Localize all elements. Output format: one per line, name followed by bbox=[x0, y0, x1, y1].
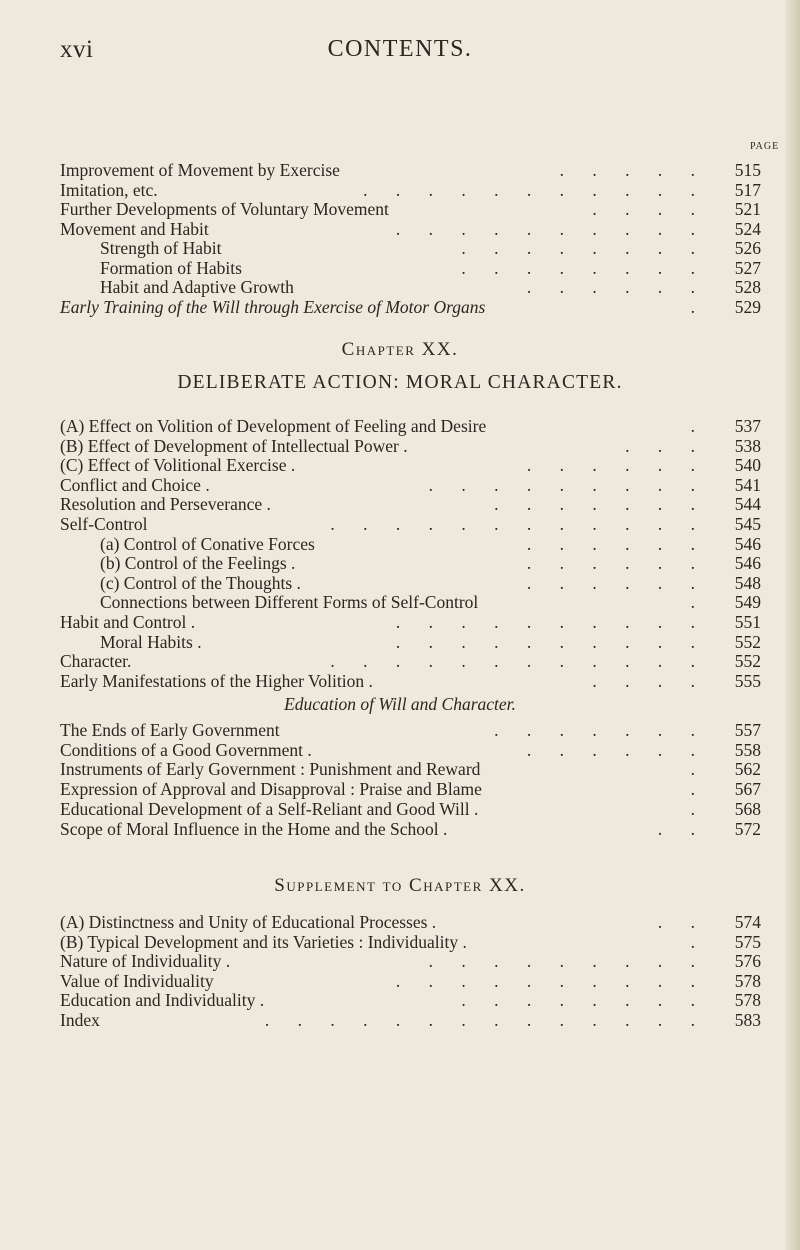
toc-entry-title: (a) Control of Conative Forces bbox=[100, 533, 315, 554]
toc-leader-dots: . bbox=[690, 592, 707, 613]
toc-entry-title: Early Training of the Will through Exercise of Motor Organs bbox=[60, 296, 486, 317]
toc-entry-page: 568 bbox=[734, 798, 761, 819]
toc-entry-title: (C) Effect of Volitional Exercise . bbox=[60, 455, 296, 476]
toc-entry-page: 548 bbox=[734, 572, 761, 593]
toc-entry-title: Resolution and Perseverance . bbox=[60, 494, 271, 515]
toc-entry-page: 546 bbox=[734, 533, 761, 554]
toc-entry-title: Educational Development of a Self-Reliant and Good Will . bbox=[60, 798, 479, 819]
toc-leader-dots: . bbox=[690, 296, 707, 317]
toc-leader-dots: . bbox=[690, 798, 707, 819]
toc-leader-dots: . . bbox=[657, 818, 707, 839]
toc-entry-page: 515 bbox=[734, 160, 761, 180]
toc-entry-title: Index bbox=[60, 1010, 100, 1030]
toc-entry bbox=[60, 670, 761, 692]
toc-leader-dots: . . . . bbox=[592, 670, 707, 691]
toc-leader-dots: . bbox=[690, 759, 707, 780]
toc-entry-page: 538 bbox=[734, 435, 761, 456]
chapter-heading: Chapter XX. bbox=[341, 339, 459, 360]
toc-entry-page: 551 bbox=[734, 612, 761, 632]
toc-entry-page: 552 bbox=[734, 631, 761, 652]
toc-leader-dots: . . . . . . . . . . bbox=[395, 631, 707, 652]
page-edge bbox=[786, 0, 800, 1250]
running-title: CONTENTS. bbox=[327, 36, 473, 62]
toc-entry-page: 578 bbox=[734, 970, 761, 991]
toc-entry-page: 517 bbox=[734, 179, 761, 200]
section-subheading: Education of Will and Character. bbox=[284, 694, 516, 714]
toc-leader-dots: . . bbox=[657, 912, 707, 932]
toc-entry-page: 529 bbox=[734, 296, 761, 317]
toc-entry-page: 552 bbox=[734, 651, 761, 672]
toc-entry-title: Education and Individuality . bbox=[60, 990, 265, 1011]
toc-entry-title: Improvement of Movement by Exercise bbox=[60, 160, 340, 180]
toc-leader-dots: . . . . . bbox=[559, 160, 707, 180]
toc-leader-dots: . . . . . . . . . . . . . . bbox=[264, 1010, 707, 1030]
toc-entry bbox=[60, 818, 761, 840]
toc-entry-title: Self-Control bbox=[60, 514, 148, 534]
toc-entry-title: (B) Typical Development and its Varieties : Individuality . bbox=[60, 931, 467, 952]
toc-entry-title: Habit and Adaptive Growth bbox=[100, 277, 294, 297]
toc-leader-dots: . . . . . . bbox=[526, 572, 707, 593]
toc-entry-title: Early Manifestations of the Higher Volition . bbox=[60, 670, 373, 691]
toc-leader-dots: . . . . . . . . . . bbox=[395, 970, 707, 991]
toc-entry-title: Connections between Different Forms of Self-Control bbox=[100, 592, 479, 613]
toc-entry-title: (A) Effect on Volition of Development of Feeling and Desire bbox=[60, 416, 487, 436]
toc-leader-dots: . . . . . . . . . . bbox=[395, 218, 707, 239]
toc-leader-dots: . . . . . . . . . . . bbox=[363, 179, 707, 200]
page-number: xvi bbox=[60, 36, 94, 63]
toc-leader-dots: . . . . . . . . bbox=[461, 257, 707, 278]
toc-entry-page: 572 bbox=[734, 818, 761, 839]
toc-entry-page: 527 bbox=[734, 257, 761, 278]
toc-entry bbox=[60, 798, 761, 820]
toc-entry-page: 528 bbox=[734, 277, 761, 297]
toc-entry bbox=[60, 1009, 761, 1031]
toc-entry-title: Conflict and Choice . bbox=[60, 474, 210, 495]
toc-entry-page: 562 bbox=[734, 759, 761, 780]
toc-entry bbox=[60, 296, 761, 318]
toc-entry-page: 546 bbox=[734, 553, 761, 574]
toc-leader-dots: . . . . . . . . . . bbox=[395, 612, 707, 632]
toc-leader-dots: . . . . . . . . . bbox=[428, 474, 707, 495]
toc-entry bbox=[60, 778, 761, 800]
toc-entry-title: Value of Individuality bbox=[60, 970, 214, 991]
toc-entry-page: 524 bbox=[734, 218, 761, 239]
toc-entry bbox=[60, 719, 761, 741]
chapter-title: DELIBERATE ACTION: MORAL CHARACTER. bbox=[177, 372, 623, 393]
toc-leader-dots: . bbox=[690, 931, 707, 952]
toc-leader-dots: . . . . bbox=[592, 199, 707, 219]
toc-entry-title: (B) Effect of Development of Intellectual Power . bbox=[60, 435, 408, 456]
toc-entry bbox=[60, 758, 761, 780]
toc-entry-page: 521 bbox=[734, 199, 761, 219]
toc-leader-dots: . . . . . . . bbox=[494, 494, 707, 515]
toc-entry-page: 558 bbox=[734, 739, 761, 760]
toc-leader-dots: . . . . . . bbox=[526, 553, 707, 574]
toc-entry-title: (c) Control of the Thoughts . bbox=[100, 572, 301, 593]
page-column-label: PAGE bbox=[750, 141, 780, 152]
toc-leader-dots: . . . . . . . . . . . . bbox=[330, 651, 707, 672]
toc-entry-title: Instruments of Early Government : Punishment and Reward bbox=[60, 759, 481, 780]
toc-entry-page: 544 bbox=[734, 494, 761, 515]
toc-entry-page: 526 bbox=[734, 238, 761, 258]
toc-leader-dots: . . . . . . . bbox=[494, 720, 707, 740]
toc-leader-dots: . bbox=[690, 416, 707, 436]
toc-leader-dots: . . . bbox=[625, 435, 707, 456]
toc-entry-title: Habit and Control . bbox=[60, 612, 196, 632]
toc-entry-title: (b) Control of the Feelings . bbox=[100, 553, 296, 574]
supplement-heading: Supplement to Chapter XX. bbox=[274, 875, 526, 896]
toc-entry-title: Imitation, etc. bbox=[60, 179, 158, 200]
toc-entry-page: 545 bbox=[734, 514, 761, 534]
toc-entry-title: Conditions of a Good Government . bbox=[60, 739, 312, 760]
toc-entry bbox=[60, 739, 761, 761]
toc-leader-dots: . . . . . . . . . bbox=[428, 951, 707, 972]
toc-entry-title: Further Developments of Voluntary Movement bbox=[60, 199, 389, 219]
toc-entry-page: 541 bbox=[734, 474, 761, 495]
toc-entry-title: Formation of Habits bbox=[100, 257, 242, 278]
toc-entry-page: 555 bbox=[734, 670, 761, 691]
toc-entry-page: 575 bbox=[734, 931, 761, 952]
toc-entry-title: Character. bbox=[60, 651, 132, 672]
toc-entry-title: (A) Distinctness and Unity of Educational Processes . bbox=[60, 912, 437, 932]
toc-entry-page: 583 bbox=[734, 1010, 761, 1030]
toc-entry-title: The Ends of Early Government bbox=[60, 720, 280, 740]
toc-leader-dots: . . . . . . . . bbox=[461, 238, 707, 258]
toc-leader-dots: . . . . . . bbox=[526, 739, 707, 760]
toc-leader-dots: . . . . . . . . . . . . bbox=[330, 514, 707, 534]
toc-entry-title: Moral Habits . bbox=[100, 631, 202, 652]
toc-entry-page: 557 bbox=[734, 720, 761, 740]
toc-entry-title: Nature of Individuality . bbox=[60, 951, 231, 972]
toc-entry-page: 549 bbox=[734, 592, 761, 613]
toc-entry-title: Expression of Approval and Disapproval : Praise and Blame bbox=[60, 779, 482, 800]
toc-entry-page: 578 bbox=[734, 990, 761, 1011]
toc-entry-page: 540 bbox=[734, 455, 761, 476]
page-header bbox=[0, 36, 800, 66]
toc-leader-dots: . . . . . . . . bbox=[461, 990, 707, 1011]
toc-entry-title: Strength of Habit bbox=[100, 238, 222, 258]
toc-entry-title: Scope of Moral Influence in the Home and the School . bbox=[60, 818, 448, 839]
toc-leader-dots: . bbox=[690, 779, 707, 800]
toc-entry-title: Movement and Habit bbox=[60, 218, 209, 239]
toc-leader-dots: . . . . . . bbox=[526, 277, 707, 297]
toc-entry-page: 576 bbox=[734, 951, 761, 972]
toc-leader-dots: . . . . . . bbox=[526, 455, 707, 476]
toc-entry-page: 537 bbox=[734, 416, 761, 436]
toc-entry-page: 574 bbox=[734, 912, 761, 932]
toc-entry-page: 567 bbox=[734, 779, 761, 800]
toc-leader-dots: . . . . . . bbox=[526, 533, 707, 554]
